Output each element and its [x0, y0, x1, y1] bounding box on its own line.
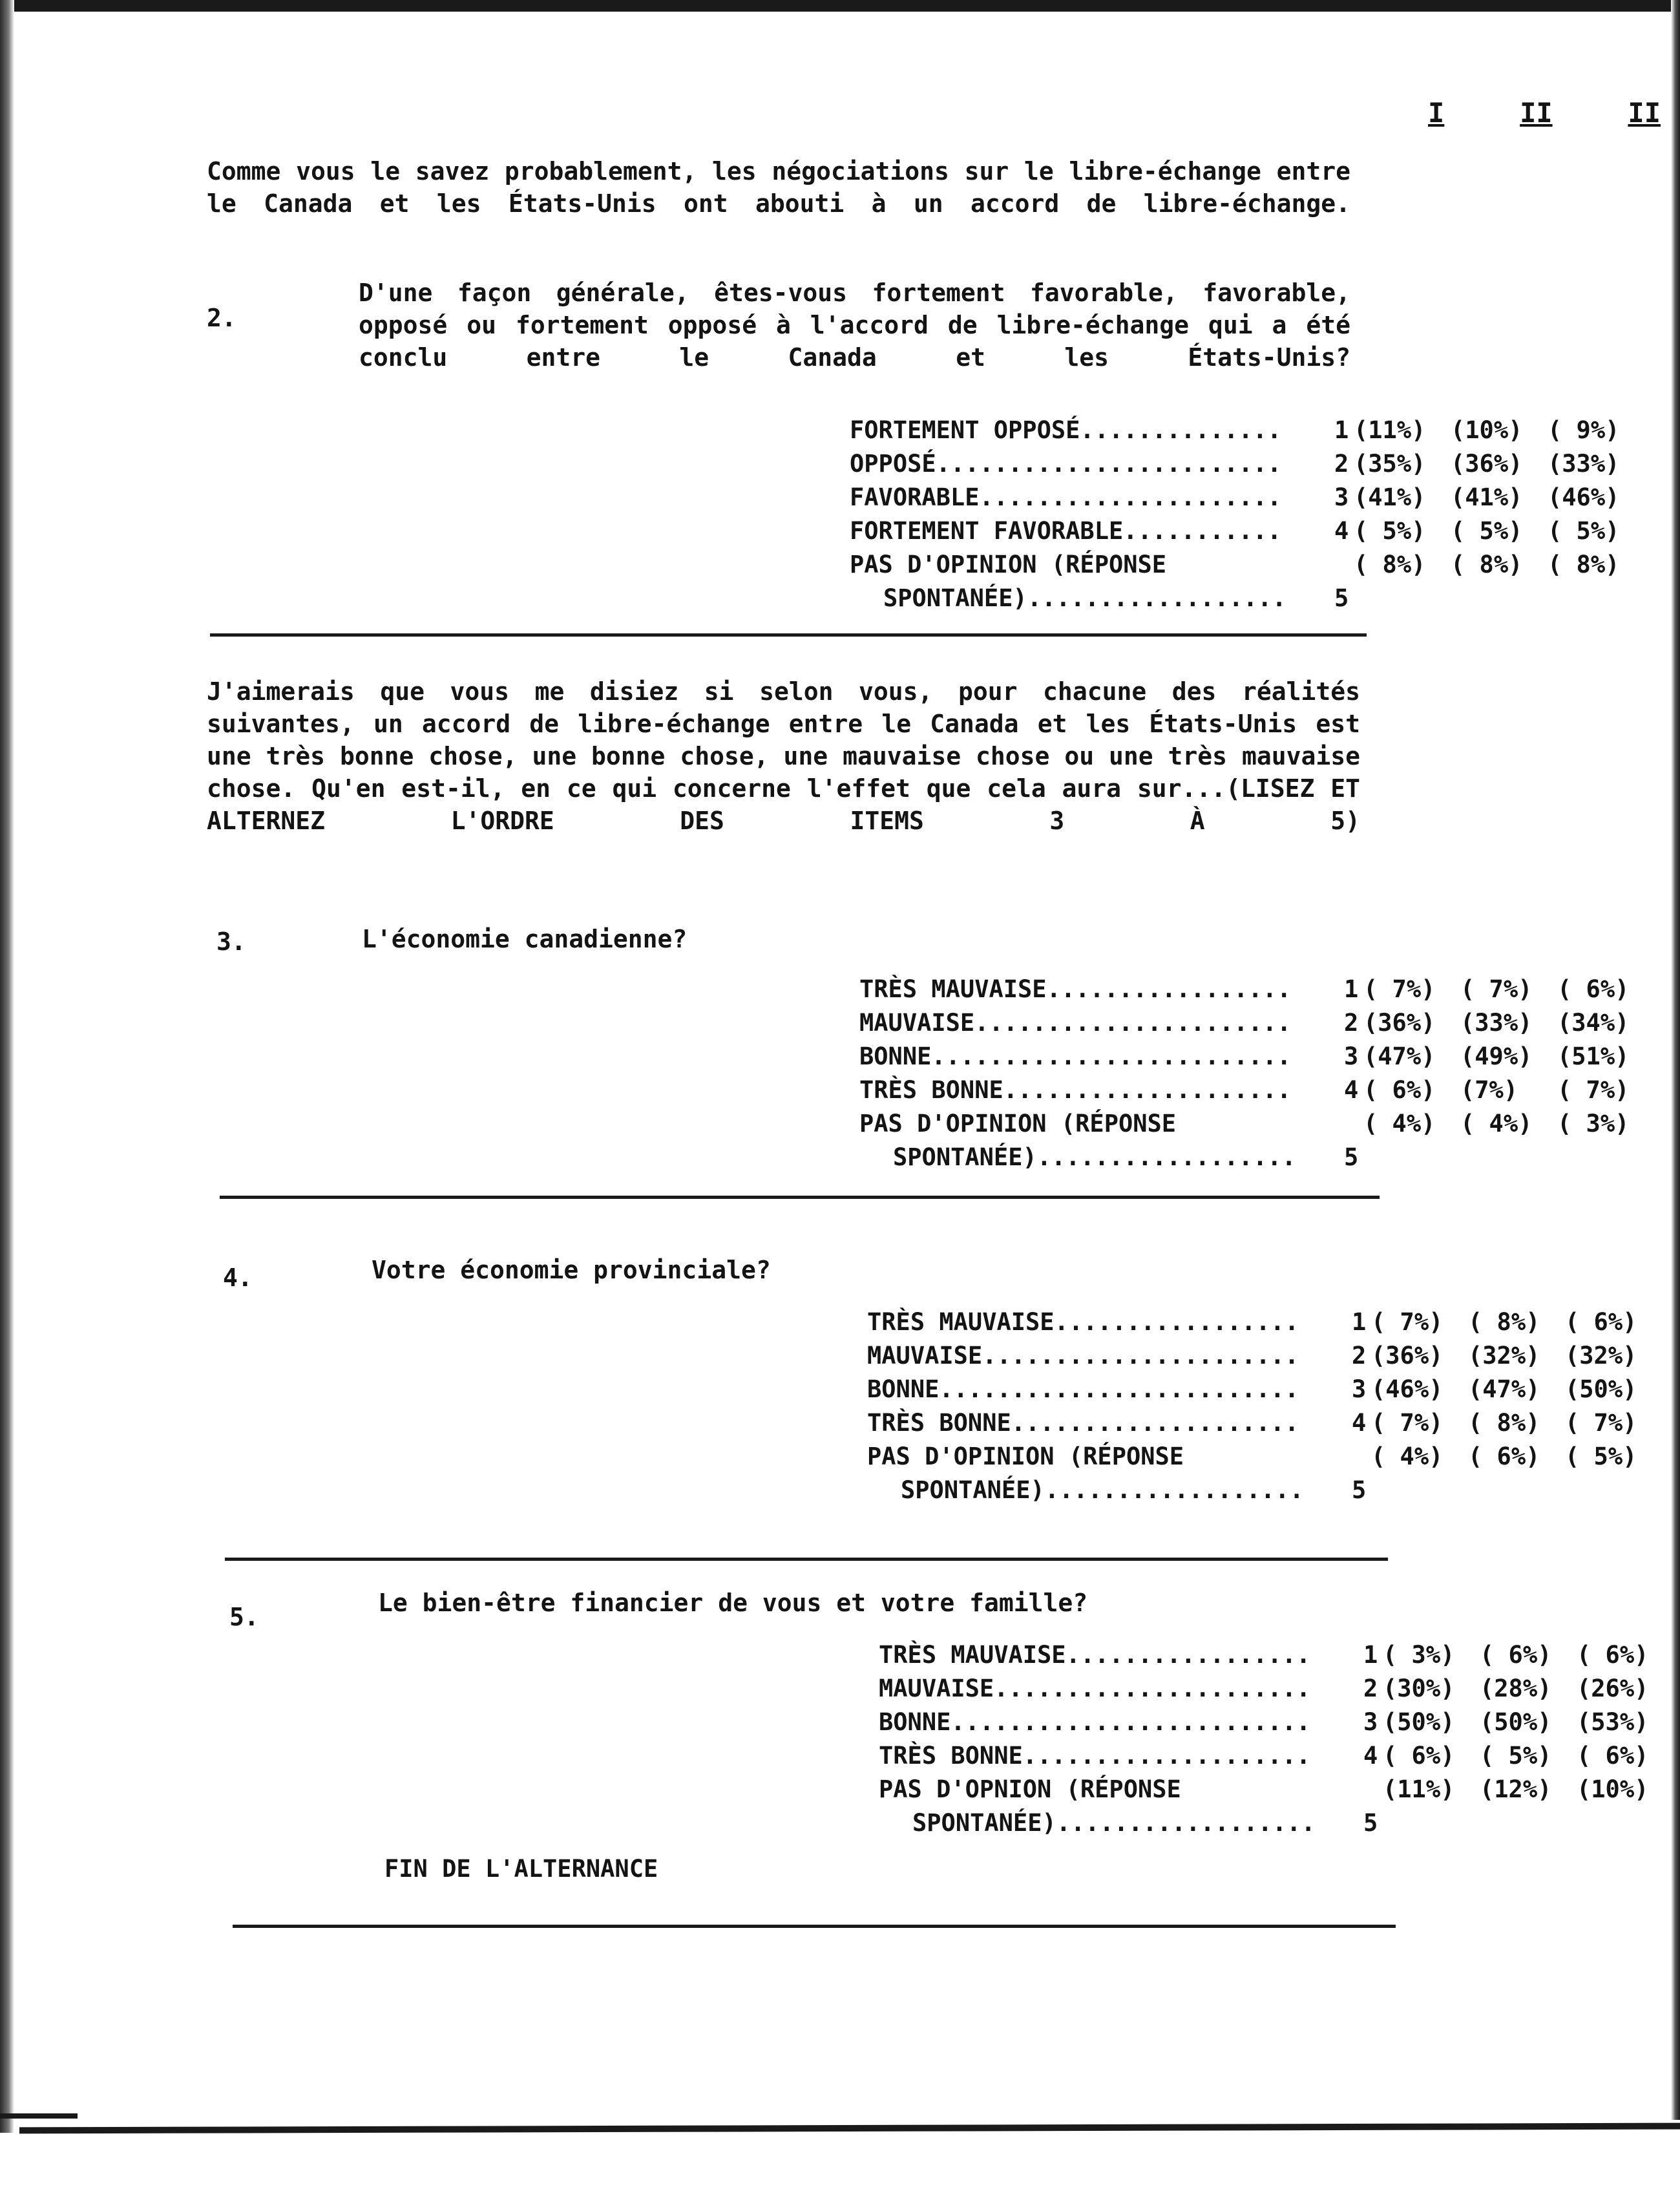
scan-edge-top — [0, 0, 1680, 12]
response-option — [879, 1739, 1674, 1773]
response-percent-ii: ( 8%) — [1468, 1308, 1540, 1336]
response-percent-i: (30%) — [1383, 1675, 1455, 1702]
response-percent-iii: ( 3%) — [1557, 1110, 1630, 1137]
divider-rule — [220, 1196, 1380, 1199]
response-code: 5 — [1352, 1476, 1367, 1504]
question-2-responses — [850, 414, 1644, 615]
response-code: 4 — [1344, 1076, 1359, 1104]
column-headers — [1428, 97, 1661, 129]
question-4-responses — [867, 1306, 1662, 1507]
response-option — [850, 481, 1644, 514]
end-of-rotation-note: FIN DE L'ALTERNANCE — [384, 1855, 658, 1883]
response-code: 3 — [1344, 1042, 1359, 1070]
response-option — [850, 548, 1644, 582]
response-percent-i: (50%) — [1383, 1708, 1455, 1736]
response-percent-i: (47%) — [1363, 1042, 1436, 1070]
response-percent-iii: ( 7%) — [1565, 1409, 1637, 1437]
response-percent-iii — [1565, 1474, 1662, 1507]
response-option — [879, 1638, 1674, 1672]
scan-edge-left — [0, 0, 14, 2133]
response-percent-i: ( 5%) — [1354, 517, 1426, 545]
response-percent-i: (36%) — [1363, 1009, 1436, 1037]
question-5-responses — [879, 1638, 1674, 1840]
divider-rule — [233, 1925, 1396, 1928]
response-label: FORTEMENT OPPOSÉ.............. — [850, 416, 1282, 444]
response-option — [859, 1074, 1654, 1107]
response-code: 2 — [1344, 1009, 1359, 1037]
response-code: 1 — [1363, 1641, 1378, 1669]
response-percent-iii: ( 5%) — [1565, 1443, 1637, 1470]
response-percent-i: (11%) — [1383, 1775, 1455, 1803]
response-option — [850, 514, 1644, 548]
response-percent-ii: ( 5%) — [1480, 1742, 1552, 1770]
response-percent-i: ( 3%) — [1383, 1641, 1455, 1669]
response-percent-i: (36%) — [1371, 1342, 1444, 1370]
response-percent-iii: ( 6%) — [1577, 1742, 1649, 1770]
response-percent-iii: (26%) — [1577, 1675, 1649, 1702]
response-percent-ii: ( 5%) — [1451, 517, 1523, 545]
response-option — [867, 1406, 1662, 1440]
response-label: FAVORABLE..................... — [850, 483, 1282, 511]
response-percent-iii: (46%) — [1548, 483, 1620, 511]
response-percent-ii — [1451, 582, 1548, 615]
response-percent-iii — [1577, 1806, 1674, 1840]
response-percent-iii: ( 8%) — [1548, 551, 1620, 578]
question-2-text: D'une façon générale, êtes-vous fortement favorable, favorable, opposé ou fortement opposé à l'accord de libre-échange qui a été conclu entre le Canada et les États-Unis? — [359, 279, 1350, 372]
question-5-number: 5. — [229, 1603, 259, 1631]
response-percent-i: (46%) — [1371, 1375, 1444, 1403]
response-percent-ii: (50%) — [1480, 1708, 1552, 1736]
response-percent-ii — [1468, 1474, 1565, 1507]
response-label: TRÈS BONNE.................... — [879, 1742, 1311, 1770]
response-option — [879, 1806, 1674, 1840]
question-4-number: 4. — [223, 1264, 253, 1292]
response-percent-iii: (33%) — [1548, 450, 1620, 478]
response-percent-ii: (49%) — [1460, 1042, 1533, 1070]
response-option — [867, 1306, 1662, 1339]
response-percent-i — [1371, 1474, 1468, 1507]
response-label: TRÈS BONNE.................... — [867, 1409, 1299, 1437]
response-percent-iii — [1557, 1141, 1654, 1174]
response-percent-ii: (41%) — [1451, 483, 1523, 511]
response-label: SPONTANÉE).................. — [883, 584, 1286, 612]
response-percent-ii: ( 6%) — [1480, 1641, 1552, 1669]
response-percent-ii: (10%) — [1451, 416, 1523, 444]
intro-paragraph: Comme vous le savez probablement, les négociations sur le libre-échange entre le Canada et les États-Unis ont abouti à un accord de libre-échange. — [207, 157, 1350, 218]
question-3-responses — [859, 973, 1654, 1174]
response-percent-i: (35%) — [1354, 450, 1426, 478]
response-label: MAUVAISE...................... — [859, 1009, 1292, 1037]
response-percent-ii — [1480, 1806, 1577, 1840]
response-code: 1 — [1334, 416, 1349, 444]
response-percent-ii: ( 6%) — [1468, 1443, 1540, 1470]
response-option — [859, 1006, 1654, 1040]
column-header-1: I — [1428, 97, 1445, 129]
response-percent-ii: (7%) — [1460, 1076, 1518, 1104]
response-percent-i — [1363, 1141, 1460, 1174]
response-option — [867, 1339, 1662, 1373]
response-label: PAS D'OPINION (RÉPONSE — [867, 1443, 1184, 1470]
divider-rule — [210, 633, 1367, 637]
response-percent-ii: (28%) — [1480, 1675, 1552, 1702]
response-percent-iii: (10%) — [1577, 1775, 1649, 1803]
scan-edge-bottom-left — [0, 2113, 78, 2119]
response-percent-iii: (32%) — [1565, 1342, 1637, 1370]
response-option — [867, 1440, 1662, 1474]
response-option — [879, 1773, 1674, 1806]
response-code — [1344, 1107, 1363, 1141]
response-option — [879, 1672, 1674, 1706]
response-percent-i: ( 8%) — [1354, 551, 1426, 578]
response-option — [850, 582, 1644, 615]
response-label: SPONTANÉE).................. — [901, 1476, 1304, 1504]
response-label: MAUVAISE...................... — [879, 1675, 1311, 1702]
instructions-paragraph: J'aimerais que vous me disiez si selon vous, pour chacune des réalités suivantes, un accord de libre-échange entre le Canada et les États-Unis est une très bonne chose, une bonne chose, une mauvaise chose ou une très mauvaise chose. Qu'en est-il, en ce qui concerne l'effet que cela aura sur...(LISEZ ET ALTERNEZ L'ORDRE DES ITEMS 3 À 5) — [207, 677, 1360, 835]
response-code: 3 — [1334, 483, 1349, 511]
response-percent-i: ( 6%) — [1363, 1076, 1436, 1104]
response-percent-ii: (32%) — [1468, 1342, 1540, 1370]
response-label: BONNE......................... — [867, 1375, 1299, 1403]
response-code — [1352, 1440, 1371, 1474]
scan-edge-bottom — [19, 2123, 1680, 2134]
response-code: 4 — [1363, 1742, 1378, 1770]
response-percent-ii: ( 7%) — [1460, 975, 1533, 1003]
response-code: 2 — [1352, 1342, 1367, 1370]
response-percent-iii: (53%) — [1577, 1708, 1649, 1736]
response-code: 4 — [1334, 517, 1349, 545]
response-label: TRÈS MAUVAISE................. — [867, 1308, 1299, 1336]
response-option — [859, 1040, 1654, 1074]
response-label: PAS D'OPINION (RÉPONSE — [850, 551, 1167, 578]
response-percent-i: ( 7%) — [1371, 1308, 1444, 1336]
response-percent-ii: (12%) — [1480, 1775, 1552, 1803]
response-option — [859, 1141, 1654, 1174]
response-label: BONNE......................... — [879, 1708, 1311, 1736]
response-percent-iii: ( 6%) — [1557, 975, 1630, 1003]
response-percent-iii: ( 6%) — [1565, 1308, 1637, 1336]
response-percent-iii: ( 5%) — [1548, 517, 1620, 545]
response-code: 2 — [1334, 450, 1349, 478]
response-label: TRÈS BONNE.................... — [859, 1076, 1292, 1104]
response-code: 5 — [1344, 1143, 1359, 1171]
response-percent-i: ( 6%) — [1383, 1742, 1455, 1770]
response-percent-ii: (36%) — [1451, 450, 1523, 478]
response-percent-iii: (51%) — [1557, 1042, 1630, 1070]
response-label: PAS D'OPNION (RÉPONSE — [879, 1775, 1181, 1803]
response-percent-i: ( 7%) — [1363, 975, 1436, 1003]
response-option — [867, 1474, 1662, 1507]
response-code: 3 — [1363, 1708, 1378, 1736]
response-percent-ii: (33%) — [1460, 1009, 1533, 1037]
column-header-2: II — [1520, 97, 1553, 129]
response-option — [859, 973, 1654, 1006]
response-label: SPONTANÉE).................. — [912, 1809, 1316, 1837]
response-option — [850, 414, 1644, 447]
response-percent-i: ( 4%) — [1363, 1110, 1436, 1137]
response-percent-ii: ( 8%) — [1451, 551, 1523, 578]
response-label: SPONTANÉE).................. — [893, 1143, 1296, 1171]
response-option — [867, 1373, 1662, 1406]
response-percent-iii: ( 6%) — [1577, 1641, 1649, 1669]
response-percent-i: (41%) — [1354, 483, 1426, 511]
response-code: 1 — [1352, 1308, 1367, 1336]
question-3-text: L'économie canadienne? — [362, 925, 688, 953]
response-label: TRÈS MAUVAISE................. — [879, 1641, 1311, 1669]
response-code: 5 — [1334, 584, 1349, 612]
response-code: 4 — [1352, 1409, 1367, 1437]
response-label: PAS D'OPINION (RÉPONSE — [859, 1110, 1177, 1137]
response-percent-i: (11%) — [1354, 416, 1426, 444]
question-5-text: Le bien-être financier de vous et votre famille? — [378, 1589, 1088, 1617]
response-label: OPPOSÉ........................ — [850, 450, 1282, 478]
response-percent-ii: ( 8%) — [1468, 1409, 1540, 1437]
divider-rule — [225, 1558, 1388, 1561]
question-2-number: 2. — [207, 304, 236, 332]
question-4-text: Votre économie provinciale? — [372, 1256, 771, 1284]
response-percent-ii: ( 4%) — [1460, 1110, 1533, 1137]
response-option — [879, 1706, 1674, 1739]
response-label: BONNE......................... — [859, 1042, 1292, 1070]
response-percent-i — [1383, 1806, 1480, 1840]
response-percent-iii: (34%) — [1557, 1009, 1630, 1037]
response-code — [1334, 548, 1354, 582]
response-percent-i: ( 7%) — [1371, 1409, 1444, 1437]
question-3-number: 3. — [216, 927, 246, 956]
response-percent-i — [1354, 582, 1451, 615]
response-label: TRÈS MAUVAISE................. — [859, 975, 1292, 1003]
response-percent-ii: (47%) — [1468, 1375, 1540, 1403]
response-percent-i: ( 4%) — [1371, 1443, 1444, 1470]
response-code: 2 — [1363, 1675, 1378, 1702]
response-percent-iii — [1548, 582, 1644, 615]
response-option — [859, 1107, 1654, 1141]
response-code: 3 — [1352, 1375, 1367, 1403]
response-option — [850, 447, 1644, 481]
response-label: MAUVAISE...................... — [867, 1342, 1299, 1370]
response-code: 5 — [1363, 1809, 1378, 1837]
response-code: 1 — [1344, 975, 1359, 1003]
response-label: FORTEMENT FAVORABLE........... — [850, 517, 1282, 545]
response-percent-iii: (50%) — [1565, 1375, 1637, 1403]
response-percent-iii: ( 9%) — [1548, 416, 1620, 444]
response-percent-iii: ( 7%) — [1557, 1076, 1630, 1104]
response-percent-ii — [1460, 1141, 1557, 1174]
column-header-3: II — [1628, 97, 1661, 129]
response-code — [1363, 1773, 1383, 1806]
